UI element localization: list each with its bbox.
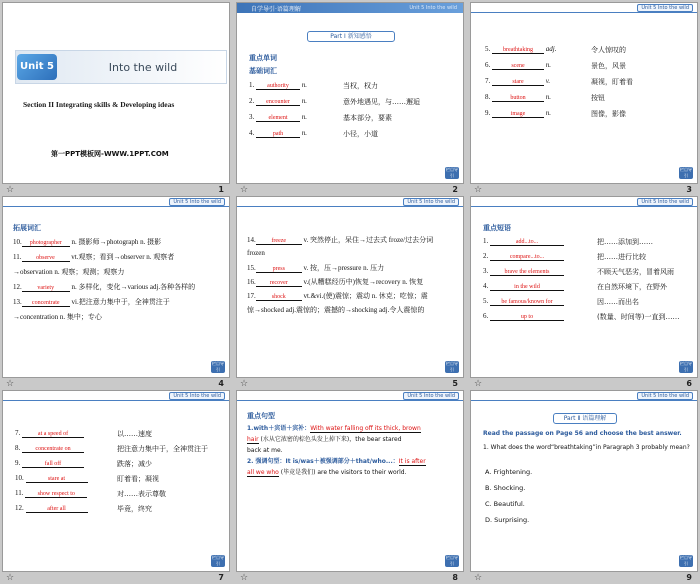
slide-thumbnail-9[interactable] (470, 390, 698, 572)
star-icon[interactable]: ☆ (240, 185, 249, 195)
question-text: 1. What does the word“breathtaking”in Paragraph 3 probably mean? (483, 444, 690, 451)
phrase-meaning: 以……速度 (117, 430, 152, 438)
slide-title: Into the wild (108, 61, 178, 74)
vocab-line: 10. photographer n. 摄影师→photograph n. 摄影 (13, 238, 162, 246)
nav-corner-button[interactable]: 栏目导引 (446, 167, 458, 178)
unit-tag: Unit 5 Into the wild (169, 392, 225, 400)
slide-topbar (237, 197, 464, 207)
vocab-row: 6. scene n. (485, 61, 551, 69)
phrase-row: 12. after all (15, 504, 88, 513)
phrase-meaning: 把注意力集中于，全神贯注于 (117, 445, 208, 453)
slide-topbar (471, 391, 698, 401)
slide-thumbnail-1[interactable] (2, 2, 230, 184)
phrase-meaning: 跌落；减少 (117, 460, 152, 468)
vocab-line: 13. concentrate vi.把注意力集中于，全神贯注于 (13, 298, 170, 306)
phrase-meaning: 对……表示尊敬 (117, 490, 166, 498)
vocab-row: 4. path n. (249, 129, 307, 137)
vocab-meaning: 令人惊叹的 (591, 46, 626, 54)
star-icon[interactable]: ☆ (240, 573, 249, 583)
phrase-row: 3. brave the elements (483, 267, 564, 276)
unit-tag: Unit 5 Into the wild (403, 392, 459, 400)
unit-tag: Unit 5 Into the wild (637, 198, 693, 206)
vocab-line: frozen (247, 249, 265, 257)
unit-tag: Unit 5 Into the wild (403, 198, 459, 206)
slide-thumbnail-4[interactable] (2, 196, 230, 378)
phrase-row: 6. up to (483, 312, 564, 321)
phrase-meaning: (数量、时间等)一直到…… (597, 313, 680, 321)
vocab-line: 14. freeze v. 突然停止，呆住→过去式 froze/过去分词 (247, 236, 434, 244)
slide-topbar (471, 3, 698, 13)
vocab-row: 2. encounter n. (249, 97, 307, 105)
vocab-row: 7. stare v. (485, 77, 551, 85)
header-title: 自学导引·语篇理解 (251, 6, 301, 13)
vocab-row: 5. breathtaking adj. (485, 45, 557, 53)
vocab-row: 1. authority n. (249, 81, 307, 89)
slide-thumbnail-7[interactable] (2, 390, 230, 572)
phrase-meaning: 因……而出名 (597, 298, 639, 306)
vocab-line: 11. observe vt.观察；看到→observer n. 观察者 (13, 253, 175, 261)
section-heading: 重点短语 (483, 224, 511, 232)
phrase-row: 7. at a speed of (15, 429, 84, 438)
phrase-row: 5. be famous/known for (483, 297, 564, 306)
part-label: Part Ⅱ 语篇理解 (553, 413, 617, 424)
section-subheading: 基础词汇 (249, 67, 277, 75)
slide-number: 4 (218, 379, 224, 388)
vocab-meaning: 意外地遇见，与……邂逅 (343, 98, 420, 106)
slide-footer-6 (470, 380, 698, 390)
vocab-line: 17. shock vt.&vi.(使)震惊；震动 n. 休克；吃惊；震 (247, 292, 428, 300)
vocab-meaning: 基本部分，要素 (343, 114, 392, 122)
slide-topbar (237, 391, 464, 401)
slide-header (237, 3, 464, 13)
header-subtitle: Unit 5 Into the wild (409, 5, 457, 11)
nav-corner-button[interactable]: 栏目导引 (680, 167, 692, 178)
star-icon[interactable]: ☆ (6, 573, 15, 583)
vocab-line: 15. press v. 按，压→pressure n. 压力 (247, 264, 385, 272)
sentence-pattern-text: 1.with＋宾语＋宾补：With water falling off its thick, brown hair (水从它浓密的棕色头发上掉下来)，the bear stared back at me. 2. 强调句型：It is/was＋被强调部分＋that/who...：It is after all we who (毕竟是我们) are the visitors to their world. (247, 425, 426, 476)
answer-option-b[interactable]: B. Shocking. (485, 484, 526, 492)
nav-corner-button[interactable]: 栏目导引 (212, 555, 224, 566)
instruction-text: Read the passage on Page 56 and choose the best answer. (483, 430, 682, 437)
vocab-meaning: 景色，风景 (591, 62, 626, 70)
slide-footer-3 (470, 186, 698, 196)
phrase-row: 4. in the wild (483, 282, 564, 291)
nav-corner-button[interactable]: 栏目导引 (212, 361, 224, 372)
vocab-line: →observation n. 观察；观测；观察力 (13, 268, 125, 276)
slide-thumbnail-3[interactable] (470, 2, 698, 184)
slide-topbar (3, 197, 230, 207)
slide-number: 1 (218, 185, 224, 194)
slide-thumbnail-2[interactable] (236, 2, 464, 184)
section-heading: 拓展词汇 (13, 224, 41, 232)
vocab-meaning: 当权，权力 (343, 82, 378, 90)
nav-corner-button[interactable]: 栏目导引 (680, 361, 692, 372)
vocab-meaning: 凝视，盯着看 (591, 78, 633, 86)
phrase-row: 8. concentrate on (15, 444, 84, 453)
slide-footer-5 (236, 380, 464, 390)
section-heading: 重点句型 (247, 412, 275, 420)
answer-option-d[interactable]: D. Surprising. (485, 516, 530, 524)
slide-topbar (471, 197, 698, 207)
star-icon[interactable]: ☆ (240, 379, 249, 389)
star-icon[interactable]: ☆ (6, 185, 15, 195)
slide-footer-7 (2, 574, 230, 584)
phrase-meaning: 不顾天气恶劣，冒着风雨 (597, 268, 674, 276)
vocab-row: 3. element n. (249, 113, 307, 121)
slide-number: 2 (452, 185, 458, 194)
vocab-line: 惊→shocked adj.震惊的；震撼的→shocking adj.令人震惊的 (247, 306, 425, 314)
phrase-meaning: 盯着看；凝视 (117, 475, 159, 483)
slide-topbar (3, 391, 230, 401)
vocab-meaning: 按钮 (591, 94, 605, 102)
unit-badge: Unit 5 (17, 54, 57, 80)
phrase-row: 10. stare at (15, 474, 88, 483)
slide-number: 8 (452, 573, 458, 582)
phrase-meaning: 把……添加到…… (597, 238, 653, 246)
slide-number: 5 (452, 379, 458, 388)
phrase-meaning: 毕竟，终究 (117, 505, 152, 513)
star-icon[interactable]: ☆ (474, 185, 483, 195)
vocab-line: 16. recover v.(从糟糕经历中)恢复→recovery n. 恢复 (247, 278, 424, 286)
site-label: 第一PPT模板网-WWW.1PPT.COM (51, 150, 169, 158)
phrase-row: 1. add...to... (483, 237, 564, 246)
slide-footer-4 (2, 380, 230, 390)
slide-footer-2 (236, 186, 464, 196)
slide-number: 6 (686, 379, 692, 388)
slide-thumbnail-6[interactable] (470, 196, 698, 378)
star-icon[interactable]: ☆ (6, 379, 15, 389)
vocab-line: 12. variety n. 多样化，变化→various adj.各种各样的 (13, 283, 196, 291)
phrase-meaning: 在自然环境下，在野外 (597, 283, 667, 291)
unit-tag: Unit 5 Into the wild (637, 392, 693, 400)
slide-number: 9 (686, 573, 692, 582)
vocab-meaning: 小径，小道 (343, 130, 378, 138)
part-label: Part Ⅰ 新知感悟 (307, 31, 395, 42)
star-icon[interactable]: ☆ (474, 379, 483, 389)
unit-tag: Unit 5 Into the wild (637, 4, 693, 12)
unit-tag: Unit 5 Into the wild (169, 198, 225, 206)
phrase-row: 2. compare...to... (483, 252, 564, 261)
phrase-meaning: 把……进行比较 (597, 253, 646, 261)
nav-corner-button[interactable]: 栏目导引 (680, 555, 692, 566)
section-heading: 重点单词 (249, 54, 277, 62)
slide-number: 3 (686, 185, 692, 194)
phrase-row: 11. show respect to (15, 489, 87, 498)
phrase-row: 9. fall off (15, 459, 84, 468)
slide-thumbnail-8[interactable] (236, 390, 464, 572)
slide-footer-1 (2, 186, 230, 196)
slide-footer-8 (236, 574, 464, 584)
vocab-row: 8. button n. (485, 93, 551, 101)
star-icon[interactable]: ☆ (474, 573, 483, 583)
answer-option-a[interactable]: A. Frightening. (485, 468, 533, 476)
vocab-meaning: 图像，影像 (591, 110, 626, 118)
vocab-row: 9. image n. (485, 109, 551, 117)
slide-thumbnail-5[interactable] (236, 196, 464, 378)
vocab-line: →concentration n. 集中；专心 (13, 313, 102, 321)
section-heading: Section II Integrating skills & Developing ideas (23, 100, 175, 109)
slide-footer-9 (470, 574, 698, 584)
slide-number: 7 (218, 573, 224, 582)
answer-option-c[interactable]: C. Beautiful. (485, 500, 525, 508)
nav-corner-button[interactable]: 栏目导引 (446, 361, 458, 372)
nav-corner-button[interactable]: 栏目导引 (446, 555, 458, 566)
